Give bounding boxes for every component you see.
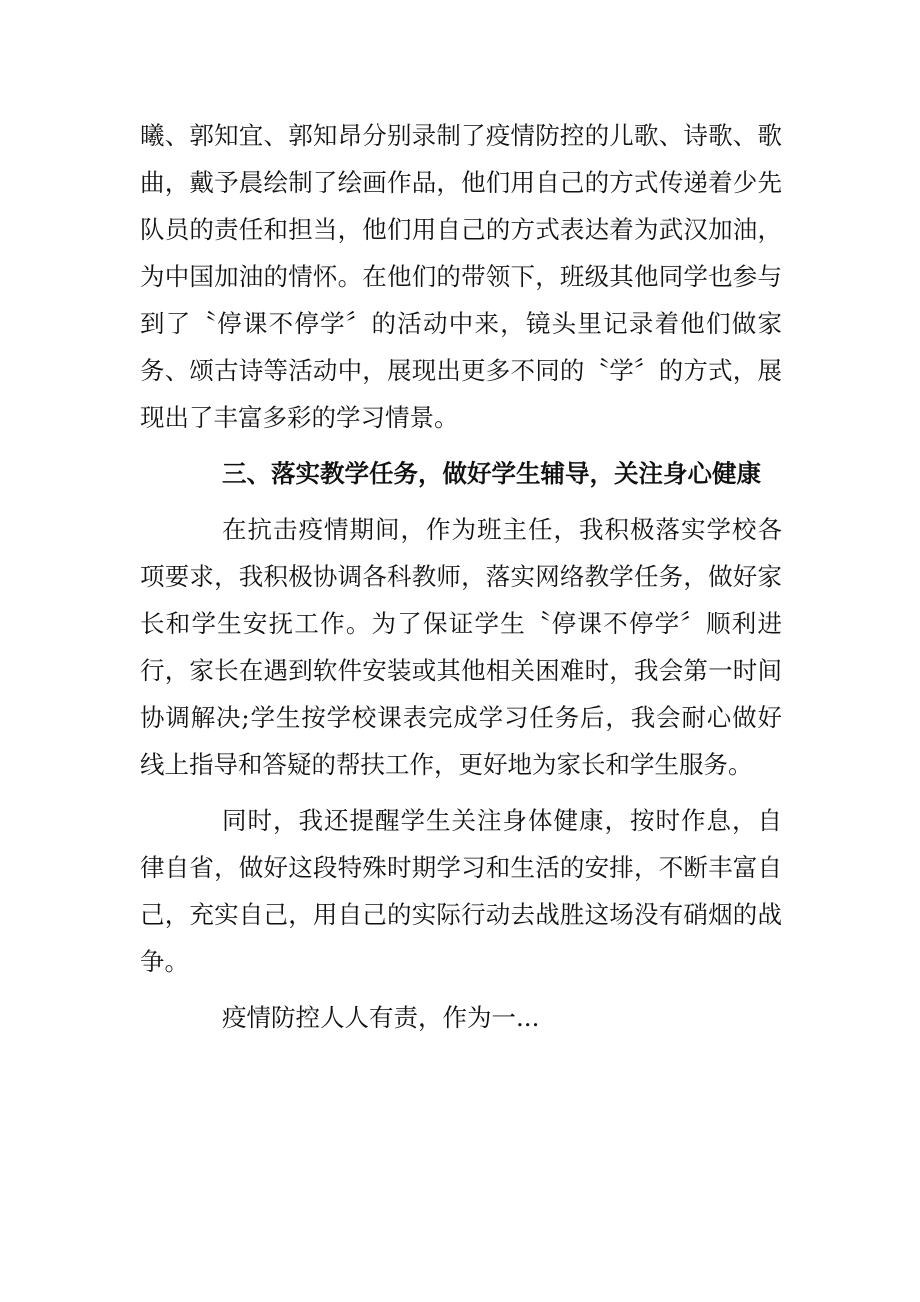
paragraph-truncated: 疫情防控人人有责，作为一... bbox=[222, 1003, 540, 1032]
paragraph-continuation: 曦、郭知宜、郭知昂分别录制了疫情防控的儿歌、诗歌、歌曲，戴予晨绘制了绘画作品，他们用自己的方式传递着少先队员的责任和担当，他们用自己的方式表达着为武汉加油，为中国加油的情怀。在他们的带领下，班级其他同学也参与到了〝停课不停学〞的活动中来，镜头里记录着他们做家务、颂古诗等活动中，展现出更多不同的〝学〞的方式，展现出了丰富多彩的学习情景。 bbox=[140, 121, 782, 432]
section-heading: 三、落实教学任务，做好学生辅导，关注身心健康 bbox=[222, 459, 761, 488]
paragraph-health-reminder: 同时，我还提醒学生关注身体健康，按时作息，自律自省，做好这段特殊时期学习和生活的安排，不断丰富自己，充实自己，用自己的实际行动去战胜这场没有硝烟的战争。 bbox=[140, 806, 782, 976]
document-body bbox=[140, 112, 782, 1041]
paragraph-teaching-tasks: 在抗击疫情期间，作为班主任，我积极落实学校各项要求，我积极协调各科教师，落实网络教学任务，做好家长和学生安抚工作。为了保证学生〝停课不停学〞顺利进行，家长在遇到软件安装或其他相关困难时，我会第一时间协调解决;学生按学校课表完成学习任务后，我会耐心做好线上指导和答疑的帮扶工作，更好地为家长和学生服务。 bbox=[140, 515, 782, 779]
